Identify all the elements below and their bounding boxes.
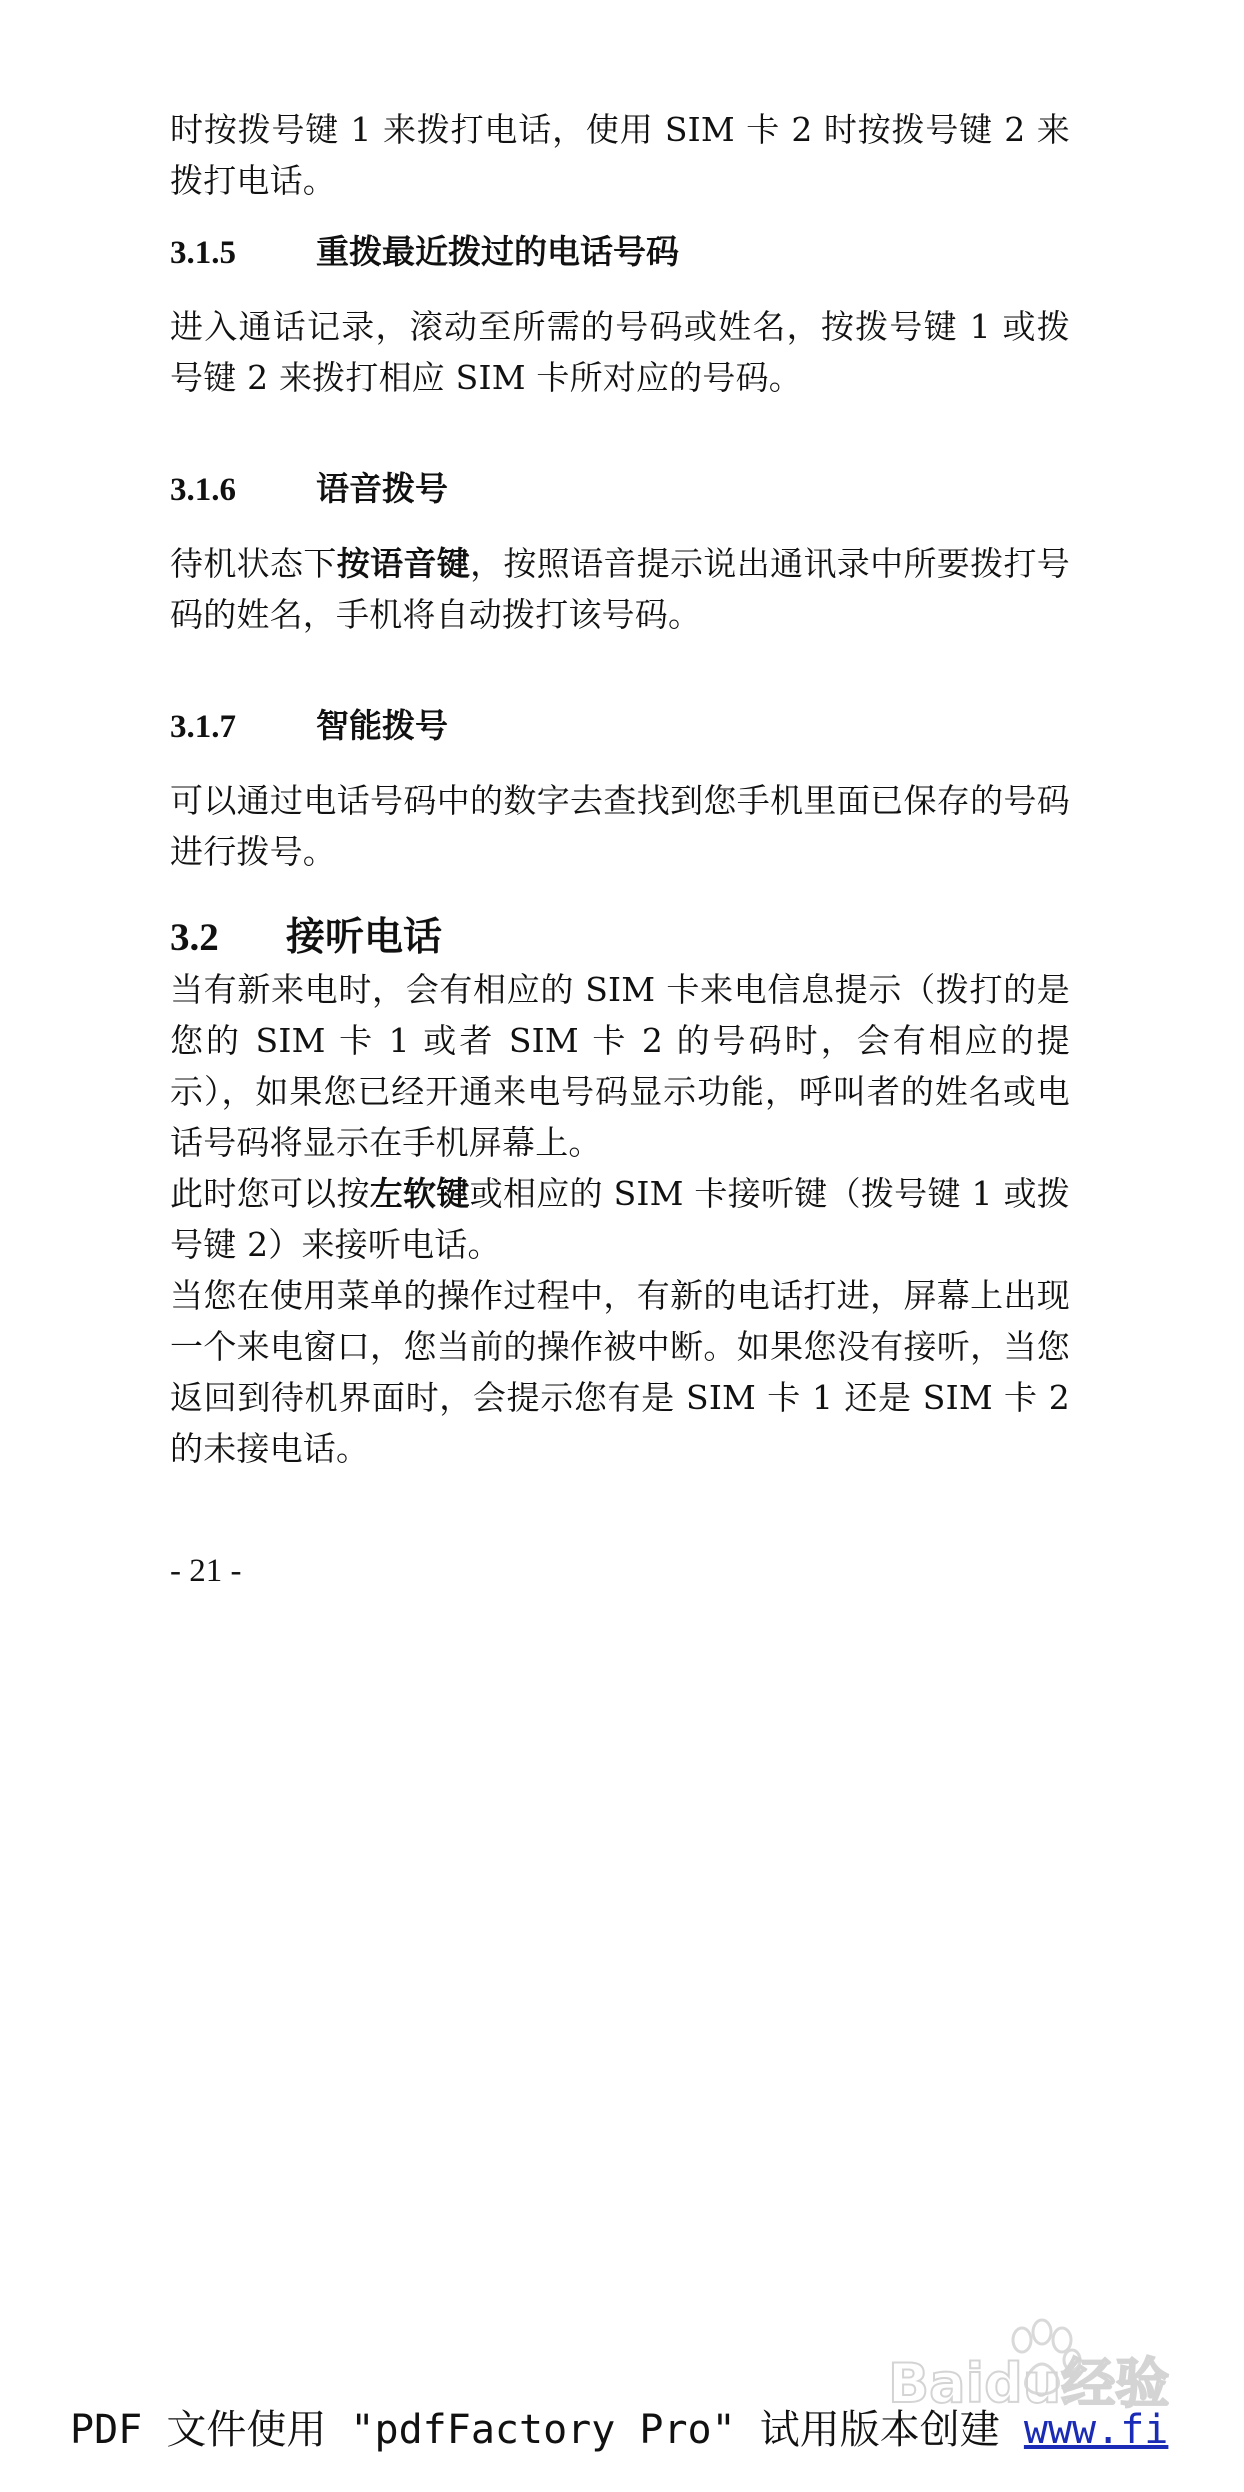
footer-link[interactable]: www.fi [1023,2407,1169,2453]
page-number: - 21 - [170,1553,242,1589]
section-number: 3.1.7 [170,709,236,745]
section-number: 3.2 [170,916,219,959]
page-content [170,104,1070,1597]
text-run: 或相应的 SIM 卡接听键（拨号键 1 或拨号键 2）来接听电话。 [170,1174,1071,1264]
paragraph-dial-by-sim: 时按拨号键 1 来拨打电话，使用 SIM 卡 2 时按拨号键 2 来拨打电话。 [170,110,1070,200]
paragraph-incoming-call: 当有新来电时，会有相应的 SIM 卡来电信息提示（拨打的是您的 SIM 卡 1 或者 SIM 卡 2 的号码时，会有相应的提示），如果您已经开通来电号码显示功能，呼叫者的姓名或电话号码将显示在手机屏幕上。 [170,970,1070,1162]
paragraph-voice-dial [170,538,1070,640]
paragraph-redial: 进入通话记录，滚动至所需的号码或姓名，按拨号键 1 或拨号键 2 来拨打相应 SIM 卡所对应的号码。 [170,307,1070,397]
section-title: 重拨最近拨过的电话号码 [316,232,679,271]
section-heading-3-1-7 [170,700,1070,753]
section-number: 3.1.5 [170,235,236,271]
section-title: 接听电话 [286,914,443,960]
text-run: ，按照语音提示说出通讯录中所要拨打号码的姓名，手机将自动拨打该号码。 [170,544,1071,634]
watermark-text: Baidu经验 [888,2352,1170,2415]
bold-term: 按语音键 [336,544,471,583]
section-heading-3-1-6 [170,463,1070,516]
text-run: 待机状态下 [170,544,337,583]
section-heading-3-2 [170,911,1070,964]
section-number: 3.1.6 [170,472,236,508]
text-run: 此时您可以按 [170,1174,370,1213]
bold-term: 左软键 [369,1174,470,1213]
section-title: 智能拨号 [316,706,448,745]
footer-text: PDF 文件使用 "pdfFactory Pro" 试用版本创建 [70,2407,1024,2453]
paragraph-smart-dial: 可以通过电话号码中的数字去查找到您手机里面已保存的号码进行拨号。 [170,781,1070,871]
section-heading-3-1-5 [170,226,1070,279]
paragraph-answer-key [170,1168,1070,1270]
section-title: 语音拨号 [316,469,448,508]
paragraph-missed-call: 当您在使用菜单的操作过程中，有新的电话打进，屏幕上出现一个来电窗口，您当前的操作被中断。如果您没有接听，当您返回到待机界面时，会提示您有是 SIM 卡 1 还是 SIM 卡 2 的未接电话。 [170,1276,1070,1468]
pdf-footer [70,2400,1244,2460]
